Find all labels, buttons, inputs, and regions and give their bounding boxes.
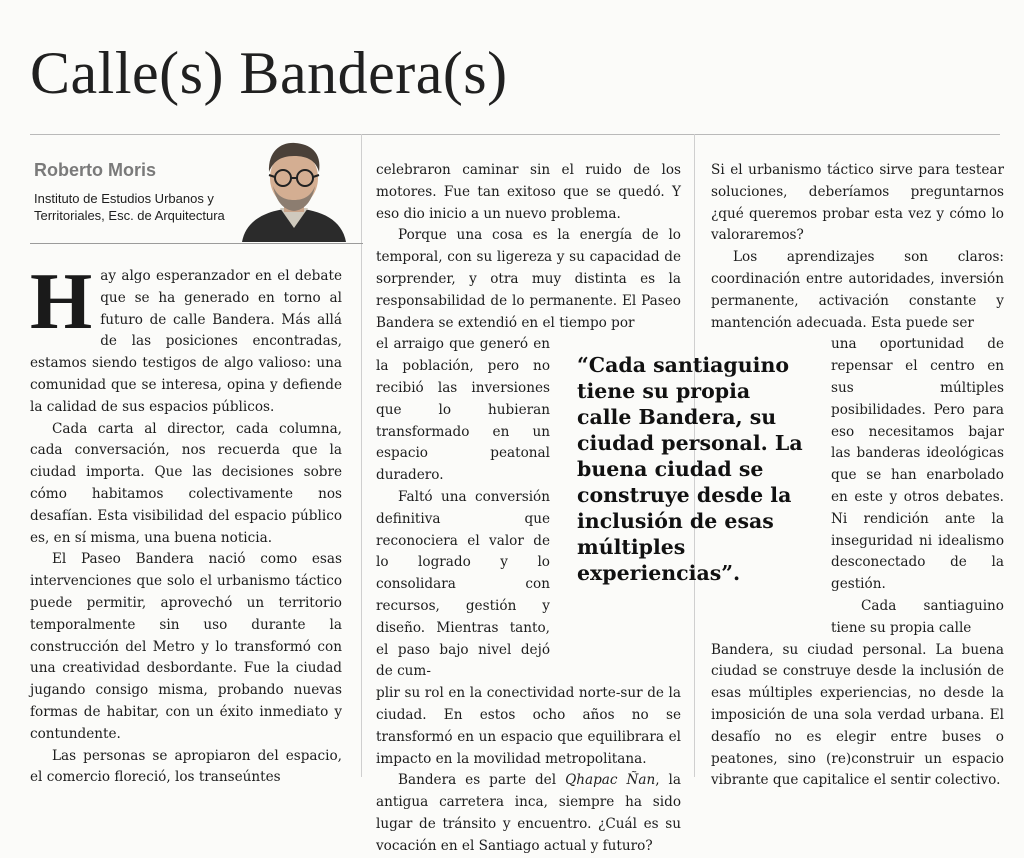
article-paragraph: Cada carta al director, cada columna, cada conversación, nos recuerda que la ciudad importa. Que las decisiones sobre cómo habitamos colectivamente nos desafían. Esta visibilidad del espacio público es, en sí misma, una buena noticia.: [30, 420, 342, 546]
article-paragraph: Las personas se apropiaron del espacio, el comercio floreció, los transeúntes: [30, 747, 342, 786]
author-portrait: [236, 136, 352, 242]
article-column-1: [30, 258, 342, 789]
article-paragraph: celebraron caminar sin el ruido de los motores. Fue tan exitoso que se quedó. Y eso dio inicio a un nuevo problema.: [376, 162, 681, 222]
article-paragraph: Bandera es parte del Qhapac Ñan, la antigua carretera inca, siempre ha sido lugar de tránsito y encuentro. ¿Cuál es su vocación en el Santiago actual y futuro?: [376, 772, 681, 854]
article-paragraph: el arraigo que generó en la población, pero no recibió las inversiones que lo hubieran transformado en un espacio peatonal duradero.: [376, 336, 550, 484]
headline: Calle(s) Bandera(s): [30, 40, 508, 106]
article-paragraph: Cada santiaguino tiene su propia calle: [831, 597, 1004, 636]
drop-cap: H: [30, 258, 93, 346]
article-paragraph: Los aprendizajes son claros: coordinación entre autoridades, inversión permanente, activación constante y mantención adecuada. Esta puede ser: [711, 249, 1004, 331]
article-paragraph: Hay algo esperanzador en el debate que se ha generado en torno al futuro de calle Bandera. Más allá de las posiciones encontradas, estamos siendo testigos de algo valioso: una comunidad que se interesa, opina y defiende la calidad de sus espacios públicos.: [30, 258, 342, 415]
article-paragraph: El Paseo Bandera nació como esas intervenciones que solo el urbanismo táctico puede permitir, aprovechó un territorio temporalmente sin uso durante la construcción del Metro y lo transformó con una creatividad desbordante. Fue la ciudad jugando consigo misma, probando nuevas formas de habitar, con un éxito inmediato y contundente.: [30, 551, 342, 742]
article-paragraph: una oportunidad de repensar el centro en sus múltiples posibilidades. Pero para eso necesitamos bajar las banderas ideológicas que se han enarbolado en este y otros debates. Ni rendición ante la inseguridad ni idealismo desconectado de la gestión.: [831, 336, 1004, 593]
article-paragraph: Faltó una conversión definitiva que reconociera el valor de lo logrado y lo consolidara con recursos, gestión y diseño. Mientras tanto, el paso bajo nivel dejó de cum-: [376, 488, 550, 680]
author-name: Roberto Moris: [34, 160, 157, 180]
author-block: [30, 134, 363, 244]
author-affiliation: Instituto de Estudios Urbanos y Territoriales, Esc. de Arquitectura: [34, 191, 225, 223]
article-paragraph: Porque una cosa es la energía de lo temporal, con su ligereza y su capacidad de sorprender, y otra muy distinta es la responsabilidad de lo permanente. El Paseo Bandera se extendió en el tiempo por: [376, 227, 681, 331]
article-paragraph: Si el urbanismo táctico sirve para testear soluciones, deberíamos preguntarnos ¿qué queremos probar esta vez y cómo lo valoraremos?: [711, 162, 1004, 244]
article-paragraph: Bandera, su ciudad personal. La buena ciudad se construye desde la inclusión de esas múltiples experiencias, no desde la imposición de una sola verdad urbana. El desafío no es elegir entre buses o peatones, sino (re)construir un espacio vibrante que capitalice el sentir colectivo.: [711, 641, 1004, 789]
article-paragraph: plir su rol en la conectividad norte-sur de la ciudad. En estos ocho años no se transformó en un espacio que equilibrara el impacto en la movilidad metropolitana.: [376, 685, 681, 767]
pull-quote: “Cada santiaguino tiene su propia calle Bandera, su ciudad personal. La buena ciudad se construye desde la inclusión de esas múltiples experiencias”.: [577, 353, 803, 585]
